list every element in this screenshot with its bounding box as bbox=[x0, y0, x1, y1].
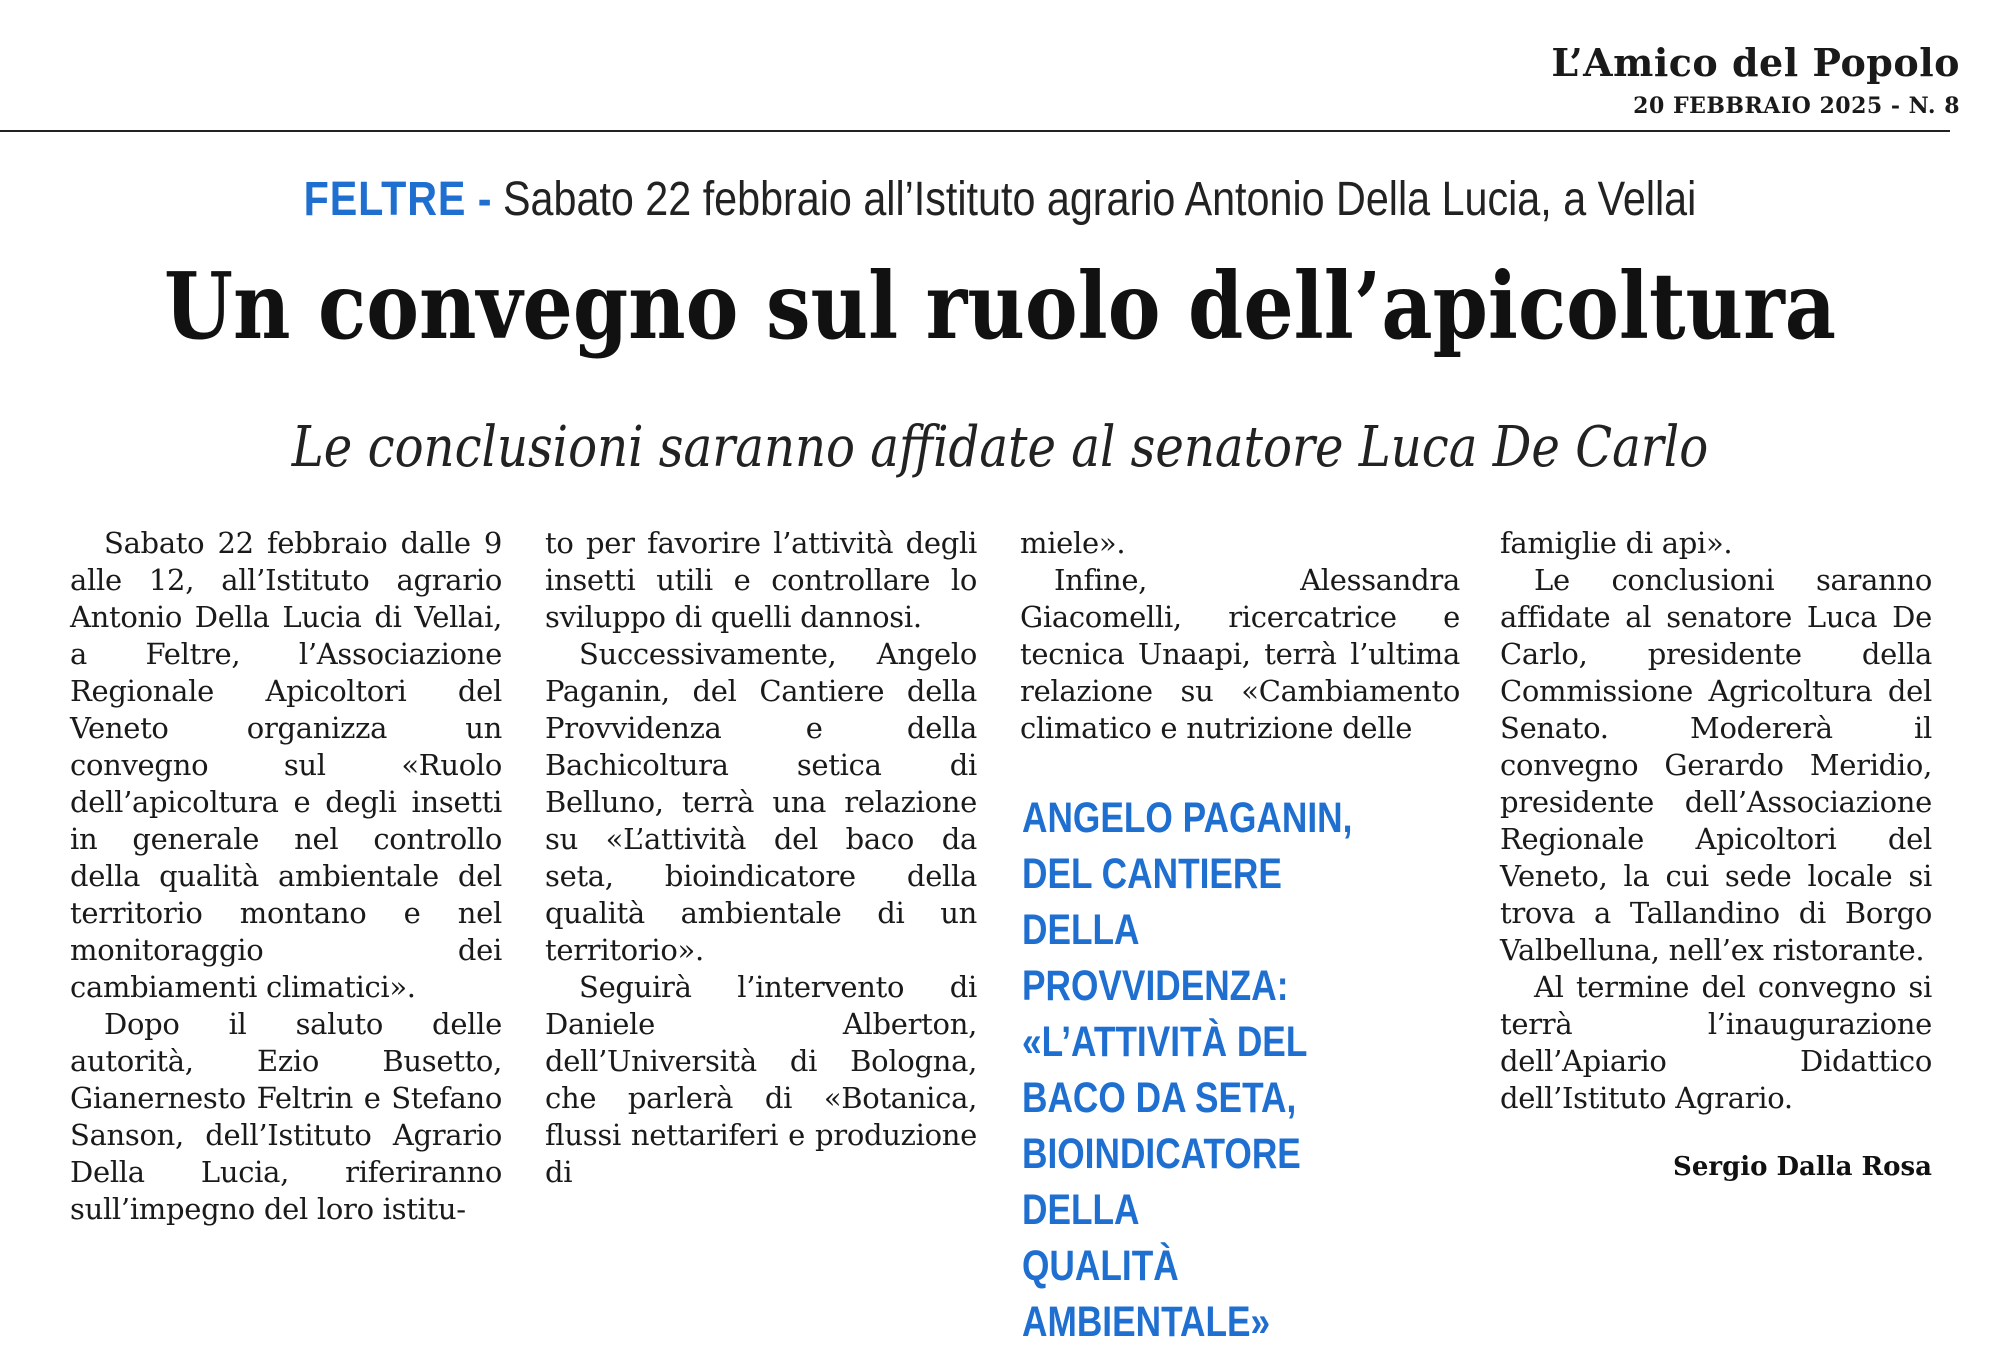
kicker-text: Sabato 22 febbraio all’Istituto agrario Antonio Della Lucia, a Vellai bbox=[503, 173, 1697, 226]
article-column-4 bbox=[1500, 525, 1932, 1185]
paragraph: Al termine del convegno si terrà l’inaugurazione dell’Apiario Didattico dell’Istituto Agrario. bbox=[1500, 970, 1932, 1115]
newspaper-title: L’Amico del Popolo bbox=[1551, 40, 1960, 85]
article-column-1 bbox=[70, 525, 502, 1226]
masthead bbox=[1551, 40, 1960, 119]
paragraph: to per favorire l’attività degli insetti utili e controllare lo sviluppo di quelli dannosi. bbox=[545, 526, 977, 634]
paragraph: Infine, Alessandra Giacomelli, ricercatrice e tecnica Unaapi, terrà l’ultima relazione su «Cambiamento climatico e nutrizione delle bbox=[1020, 563, 1460, 745]
header-rule bbox=[0, 130, 1950, 132]
paragraph: Le conclusioni saranno affidate al senatore Luca De Carlo, presidente della Commissione Agricoltura del Senato. Modererà il convegno Gerardo Meridio, presidente dell’Associazione Regionale Apicoltori del Veneto, la cui sede locale si trova a Tallandino di Borgo Valbelluna, nell’ex ristorante. bbox=[1500, 563, 1932, 967]
paragraph: Successivamente, Angelo Paganin, del Cantiere della Provvidenza e della Bachicoltura setica di Belluno, terrà una relazione su «L’attività del baco da seta, bioindicatore della qualità ambientale di un territorio». bbox=[545, 637, 977, 967]
article-kicker bbox=[140, 172, 1860, 227]
article-column-2 bbox=[545, 525, 977, 1189]
article-byline: Sergio Dalla Rosa bbox=[1673, 1152, 1932, 1182]
article-headline: Un convegno sul ruolo dell’apicoltura bbox=[163, 252, 1837, 360]
paragraph: miele». bbox=[1020, 526, 1126, 560]
paragraph: Sabato 22 febbraio dalle 9 alle 12, all’Istituto agrario Antonio Della Lucia di Vellai, a Feltre, l’Associazione Regionale Apicoltori del Veneto organizza un convegno sul «Ruolo dell’apicoltura e degli insetti in generale nel controllo della qualità ambientale del territorio montano e nel monitoraggio dei cambiamenti climatici». bbox=[70, 526, 502, 1004]
article-subhead: Le conclusioni saranno affidate al senatore Luca De Carlo bbox=[291, 415, 1709, 480]
kicker-dash: - bbox=[477, 173, 492, 226]
paragraph: Seguirà l’intervento di Daniele Alberton, dell’Università di Bologna, che parlerà di «Botanica, flussi nettariferi e produzione di bbox=[545, 970, 977, 1189]
paragraph: Dopo il saluto delle autorità, Ezio Busetto, Gianernesto Feltrin e Stefano Sanson, dell’Istituto Agrario Della Lucia, riferiranno sull’impegno del loro istitu- bbox=[70, 1007, 502, 1226]
issue-date: 20 FEBBRAIO 2025 - N. 8 bbox=[1633, 93, 1960, 119]
paragraph: famiglie di api». bbox=[1500, 526, 1733, 560]
pull-quote: ANGELO PAGANIN, DEL CANTIERE DELLA PROVVIDENZA: «L’ATTIVITÀ DEL BACO DA SETA, BIOINDICATORE DELLA QUALITÀ AMBIENTALE» bbox=[1022, 794, 1353, 1346]
kicker-place: FELTRE bbox=[303, 173, 467, 226]
